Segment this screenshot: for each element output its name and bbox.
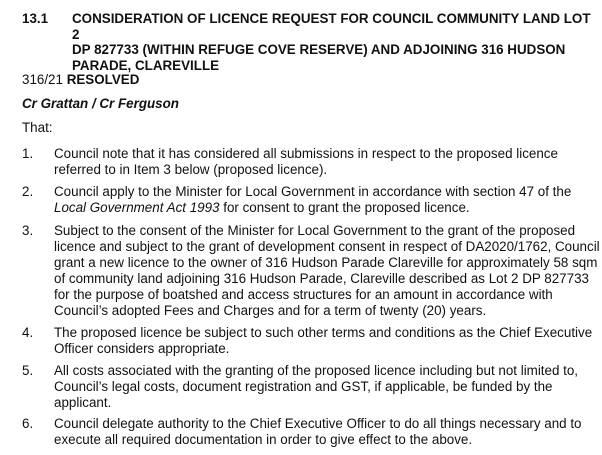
list-item-line: Council’s adopted Fees and Charges and for a term of twenty (20) years. (54, 303, 487, 318)
resolution-line (22, 72, 139, 88)
list-item-line: referred to in Item 3 below (proposed licence). (54, 162, 328, 177)
preamble: That: (22, 120, 53, 135)
list-item-line: applicant. (54, 395, 112, 410)
list-item-line: All costs associated with the granting of the proposed licence including but not limited to, (54, 363, 579, 378)
list-item-text (54, 223, 600, 319)
item-title-line: CONSIDERATION OF LICENCE REQUEST FOR COUNCIL COMMUNITY LAND LOT 2 (72, 11, 591, 42)
list-item-text (54, 416, 589, 448)
resolution-number: 316/21 (22, 72, 63, 87)
list-item-line: Subject to the consent of the Minister for Local Government to the grant of the proposed (54, 223, 576, 238)
resolution-status: RESOLVED (66, 72, 140, 87)
list-item-text (54, 184, 589, 216)
list-item-number: 4. (22, 325, 34, 340)
item-title-line: DP 827733 (WITHIN REFUGE COVE RESERVE) AND ADJOINING 316 HUDSON (72, 42, 566, 57)
item-number: 13.1 (22, 11, 49, 26)
list-item-line: of community land adjoining 316 Hudson Parade, Clareville described as Lot 2 DP 827733 (54, 271, 589, 286)
list-item-line: grant a new licence to the owner of 316 Hudson Parade Clareville for approximately 58 sqm (54, 255, 598, 270)
list-item-line: Council note that it has considered all submissions in respect to the proposed licence (54, 146, 558, 161)
list-item-line: Council apply to the Minister for Local Government in accordance with section 47 of the (54, 184, 572, 199)
list-item-text (54, 146, 589, 178)
list-item-line: Council’s legal costs, document registration and GST, if applicable, be funded by the (54, 379, 553, 394)
list-item-line: for the purpose of boatshed and access structures for an amount in accordance with (54, 287, 553, 302)
list-item-line-rest: for consent to grant the proposed licence. (219, 200, 470, 215)
act-title: Local Government Act 1993 (54, 200, 220, 215)
list-item-number: 2. (22, 184, 34, 199)
list-item-line (54, 200, 589, 216)
item-title (72, 11, 592, 73)
list-item-number: 1. (22, 146, 34, 161)
list-item-text (54, 363, 589, 411)
list-item-line: Officer considers appropriate. (54, 341, 230, 356)
list-item-line: execute all required documentation in order to give effect to the above. (54, 432, 473, 447)
list-item-line: Council delegate authority to the Chief Executive Officer to do all things necessary and to (54, 416, 582, 431)
movers: Cr Grattan / Cr Ferguson (22, 96, 179, 111)
item-title-line: PARADE, CLAREVILLE (72, 57, 220, 73)
list-item-number: 6. (22, 416, 34, 431)
list-item-text (54, 325, 593, 357)
list-item-number: 5. (22, 363, 34, 378)
list-item-line: The proposed licence be subject to such other terms and conditions as the Chief Executive (54, 325, 593, 340)
list-item-number: 3. (22, 223, 34, 238)
list-item-line: licence and subject to the grant of development consent in respect of DA2020/1762, Council (54, 239, 600, 254)
